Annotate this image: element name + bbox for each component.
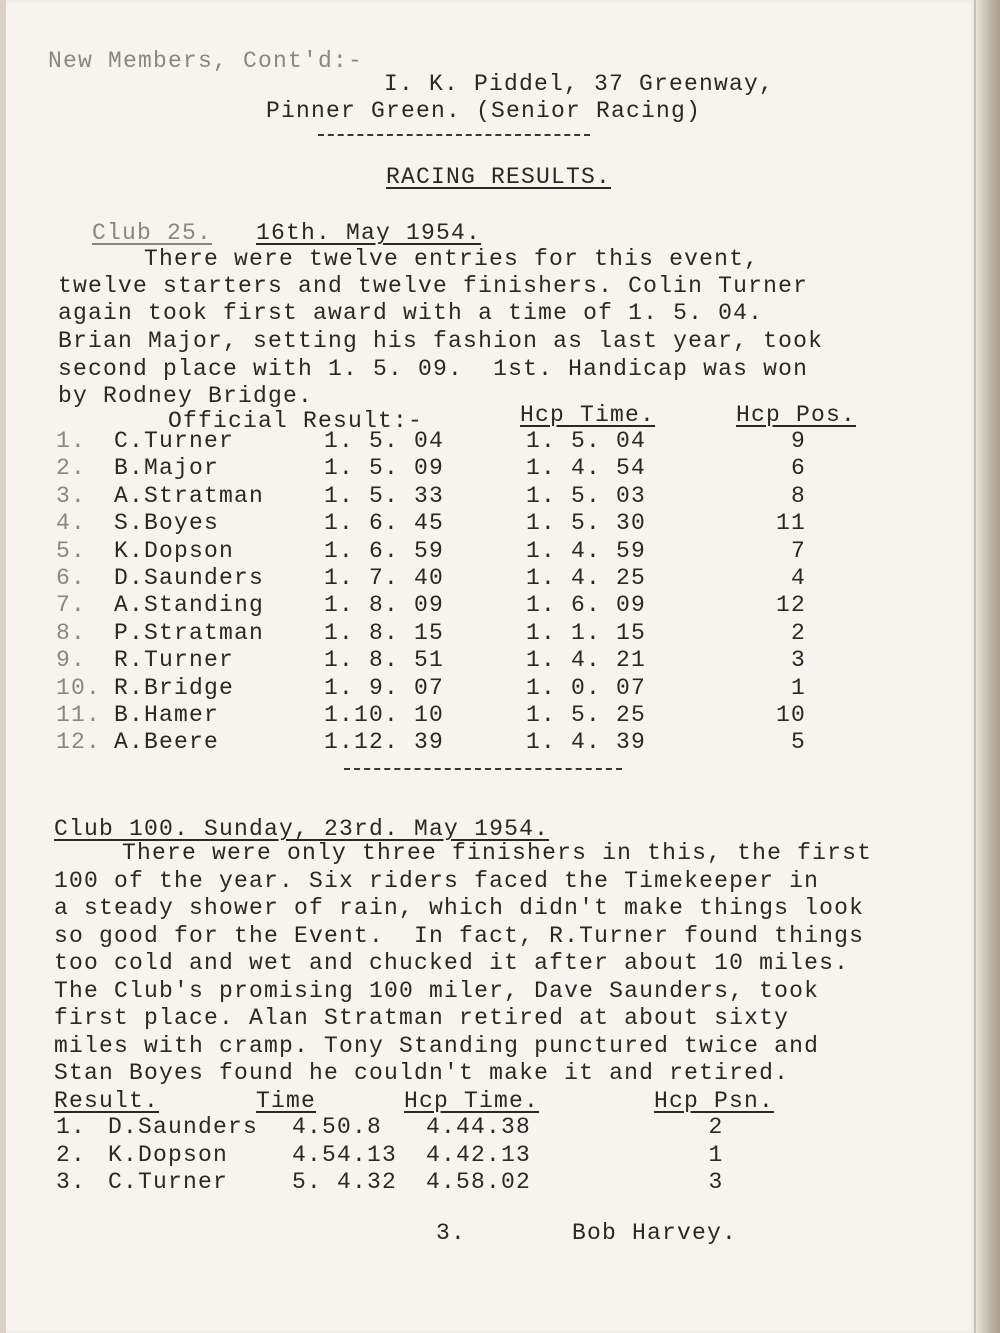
actual-time: 1. 9. 07: [324, 674, 445, 701]
club100-para-line: a steady shower of rain, which didn't make things look: [54, 895, 865, 921]
club25-para-line: Brian Major, setting his fashion as last year, took: [58, 328, 824, 354]
actual-time: 1. 5. 33: [324, 482, 445, 509]
club100-para-line: first place. Alan Stratman retired at about sixty: [54, 1005, 790, 1031]
result-position: 8.: [56, 619, 87, 646]
club100-para-line: miles with cramp. Tony Standing punctured twice and: [54, 1033, 820, 1059]
page-binding: [976, 0, 1000, 1333]
result-position: 3.: [56, 482, 87, 509]
club25-para-line: by Rodney Bridge.: [58, 383, 314, 409]
club25-header-hcp-pos: Hcp Pos.: [736, 402, 857, 428]
club25-para-line: There were twelve entries for this event,: [144, 246, 760, 272]
actual-time: 1. 7. 40: [324, 565, 445, 591]
result-position: 2.: [56, 455, 87, 482]
result-position: 4.: [56, 510, 87, 537]
handicap-position: 3: [708, 1169, 724, 1195]
actual-time: 1. 8. 09: [324, 592, 445, 619]
handicap-time: 1. 4. 59: [526, 537, 647, 564]
actual-time: 1. 6. 45: [324, 510, 445, 537]
handicap-position: 4: [790, 565, 806, 591]
handicap-time: 1. 5. 30: [526, 510, 647, 537]
actual-time: 5. 4.32: [292, 1169, 398, 1195]
club100-header-hcp-time: Hcp Time.: [404, 1088, 540, 1114]
result-position: 12.: [56, 729, 102, 756]
handicap-position: 1: [790, 674, 806, 701]
club100-header-hcp-psn: Hcp Psn.: [654, 1088, 775, 1114]
club25-para-line: again took first award with a time of 1. 5. 04.: [58, 300, 764, 326]
club100-para-line: There were only three finishers in this, the first: [122, 840, 873, 866]
club100-para-line: Stan Boyes found he couldn't make it and retired.: [54, 1060, 790, 1086]
club100-para-line: too cold and wet and chucked it after about 10 miles.: [54, 950, 850, 976]
rider-name: A.Stratman: [114, 482, 265, 509]
result-position: 5.: [56, 537, 87, 564]
club25-header-result: Official Result:-: [168, 408, 424, 434]
handicap-time: 1. 4. 39: [526, 729, 647, 756]
actual-time: 1. 8. 15: [324, 619, 445, 646]
result-position: 1.: [56, 428, 87, 454]
handicap-time: 1. 4. 25: [526, 565, 647, 591]
handicap-time: 1. 4. 54: [526, 455, 647, 482]
handicap-position: 2: [790, 619, 806, 646]
header-member-address: I. K. Piddel, 37 Greenway,: [384, 71, 775, 97]
rider-name: D.Saunders: [114, 565, 265, 591]
club100-para-line: so good for the Event. In fact, R.Turner found things: [54, 923, 865, 949]
header-prefix: New Members, Cont'd:-: [48, 48, 364, 74]
result-position: 10.: [56, 674, 102, 701]
rider-name: K.Dopson: [108, 1141, 229, 1168]
actual-time: 4.50.8: [292, 1114, 383, 1140]
rider-name: D.Saunders: [108, 1114, 259, 1140]
club100-para-line: 100 of the year. Six riders faced the Timekeeper in: [54, 868, 820, 894]
result-position: 6.: [56, 565, 87, 591]
handicap-time: 1. 5. 04: [526, 428, 647, 454]
club100-header-result: Result.: [54, 1088, 160, 1114]
handicap-time: 1. 0. 07: [526, 674, 647, 701]
club100-heading: Club 100. Sunday, 23rd. May 1954.: [54, 816, 550, 842]
handicap-time: 4.44.38: [426, 1114, 532, 1140]
actual-time: 1. 5. 09: [324, 455, 445, 482]
handicap-position: 12: [775, 592, 806, 619]
actual-time: 1.12. 39: [324, 729, 445, 756]
rider-name: B.Major: [114, 455, 220, 482]
result-position: 7.: [56, 592, 87, 619]
handicap-time: 1. 1. 15: [526, 619, 647, 646]
result-position: 3.: [56, 1169, 87, 1195]
rider-name: C.Turner: [108, 1169, 229, 1195]
page-number: 3.: [436, 1220, 467, 1246]
actual-time: 4.54.13: [292, 1141, 398, 1168]
rider-name: S.Boyes: [114, 510, 220, 537]
rider-name: C.Turner: [114, 428, 235, 454]
rider-name: B.Hamer: [114, 702, 220, 728]
club25-para-line: twelve starters and twelve finishers. Colin Turner: [58, 273, 809, 299]
handicap-position: 5: [790, 729, 806, 756]
result-position: 9.: [56, 647, 87, 674]
handicap-position: 8: [790, 482, 806, 509]
handicap-time: 1. 5. 25: [526, 702, 647, 728]
handicap-time: 4.42.13: [426, 1141, 532, 1168]
header-member-area: Pinner Green. (Senior Racing): [266, 98, 702, 124]
handicap-position: 7: [790, 537, 806, 564]
handicap-time: 1. 4. 21: [526, 647, 647, 674]
club100-para-line: The Club's promising 100 miler, Dave Saunders, took: [54, 978, 820, 1004]
rider-name: P.Stratman: [114, 619, 265, 646]
handicap-time: 1. 6. 09: [526, 592, 647, 619]
rider-name: R.Turner: [114, 647, 235, 674]
club25-heading-date: 16th. May 1954.: [256, 220, 482, 246]
result-position: 2.: [56, 1141, 87, 1168]
actual-time: 1.10. 10: [324, 702, 445, 728]
handicap-position: 2: [708, 1114, 724, 1140]
actual-time: 1. 6. 59: [324, 537, 445, 564]
club25-divider: [344, 768, 622, 770]
header-divider: [318, 134, 590, 136]
author-signature: Bob Harvey.: [572, 1220, 738, 1246]
rider-name: K.Dopson: [114, 537, 235, 564]
handicap-time: 4.58.02: [426, 1169, 532, 1195]
club25-heading-club: Club 25.: [92, 220, 213, 246]
club25-header-hcp-time: Hcp Time.: [520, 402, 656, 428]
handicap-position: 3: [790, 647, 806, 674]
handicap-position: 10: [775, 702, 806, 728]
handicap-position: 1: [708, 1141, 724, 1168]
result-position: 1.: [56, 1114, 87, 1140]
handicap-position: 9: [790, 428, 806, 454]
rider-name: A.Standing: [114, 592, 265, 619]
actual-time: 1. 5. 04: [324, 428, 445, 454]
document-page: [6, 0, 976, 1333]
rider-name: R.Bridge: [114, 674, 235, 701]
handicap-time: 1. 5. 03: [526, 482, 647, 509]
section-title: RACING RESULTS.: [386, 164, 612, 190]
actual-time: 1. 8. 51: [324, 647, 445, 674]
result-position: 11.: [56, 702, 102, 728]
club25-para-line: second place with 1. 5. 09. 1st. Handicap was won: [58, 356, 809, 382]
handicap-position: 6: [790, 455, 806, 482]
handicap-position: 11: [775, 510, 806, 537]
club100-header-time: Time: [256, 1088, 317, 1114]
rider-name: A.Beere: [114, 729, 220, 756]
